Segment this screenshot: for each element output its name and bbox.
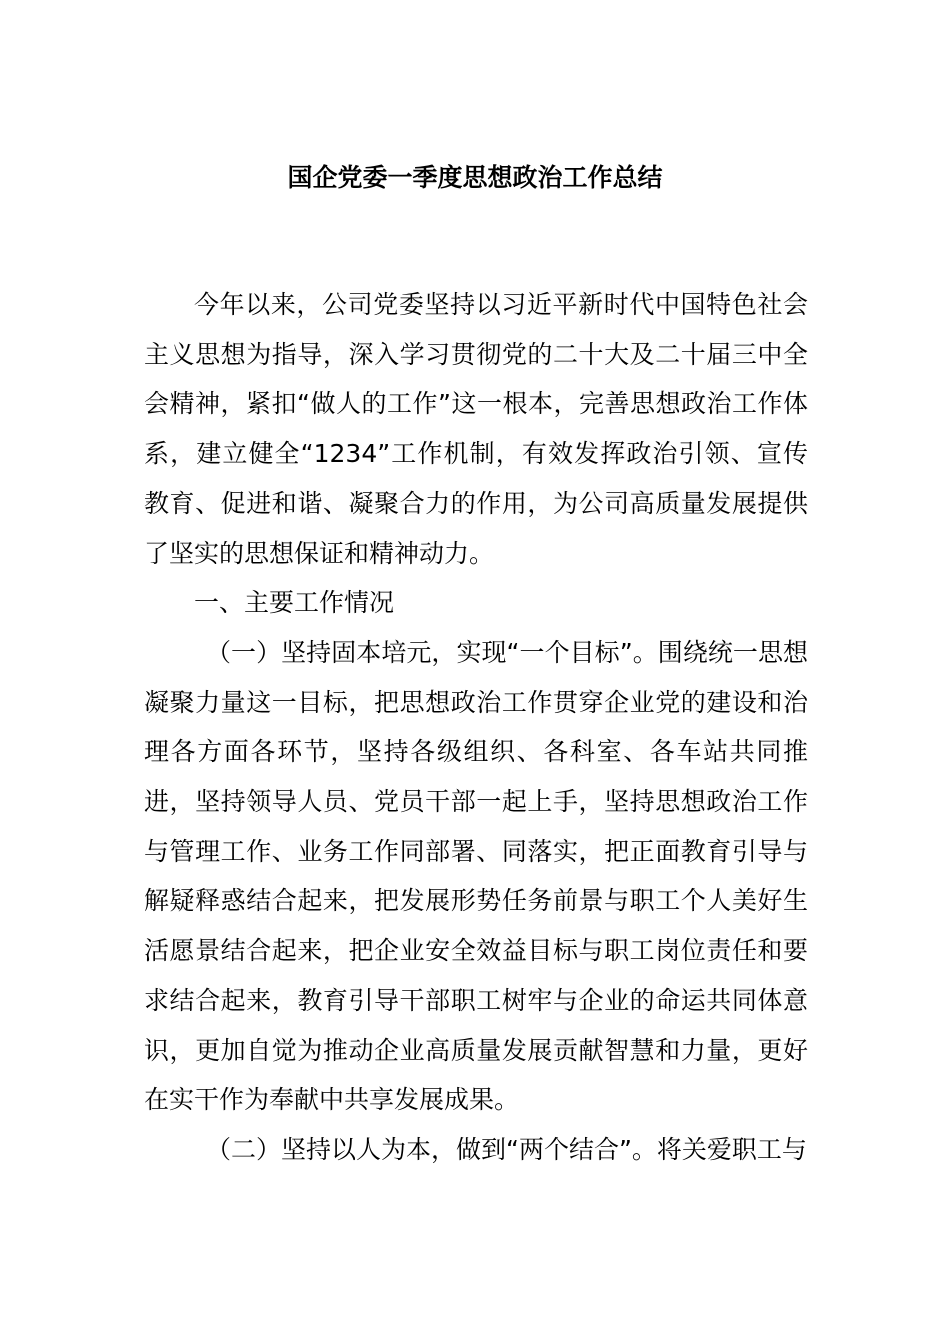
section-heading: 一、主要工作情况 <box>194 588 395 618</box>
paragraph-intro: 今年以来，公司党委坚持以习近平新时代中国特色社会主义思想为指导，深入学习贯彻党的二十大及二十届三中全会精神，紧扣“做人的工作”这一根本，完善思想政治工作体系，建立健全“1234”工作机制，有效发挥政治引领、宣传教育、促进和谐、凝聚合力的作用，为公司高质量发展提供了坚实的思想保证和精神动力。 <box>144 290 808 568</box>
document-body <box>144 280 808 1175</box>
document-title: 国企党委一季度思想政治工作总结 <box>287 163 663 192</box>
paragraph-subsection-2: （二）坚持以人为本，做到“两个结合”。将关爱职工与 <box>206 1134 807 1164</box>
paragraph-subsection-1: （一）坚持固本培元，实现“一个目标”。围绕统一思想凝聚力量这一目标，把思想政治工作贯穿企业党的建设和治理各方面各环节，坚持各级组织、各科室、各车站共同推进，坚持领导人员、党员干部一起上手，坚持思想政治工作与管理工作、业务工作同部署、同落实，把正面教育引导与解疑释惑结合起来，把发展形势任务前景与职工个人美好生活愿景结合起来，把企业安全效益目标与职工岗位责任和要求结合起来，教育引导干部职工树牢与企业的命运共同体意识，更加自觉为推动企业高质量发展贡献智慧和力量，更好在实干作为奉献中共享发展成果。 <box>144 637 808 1115</box>
